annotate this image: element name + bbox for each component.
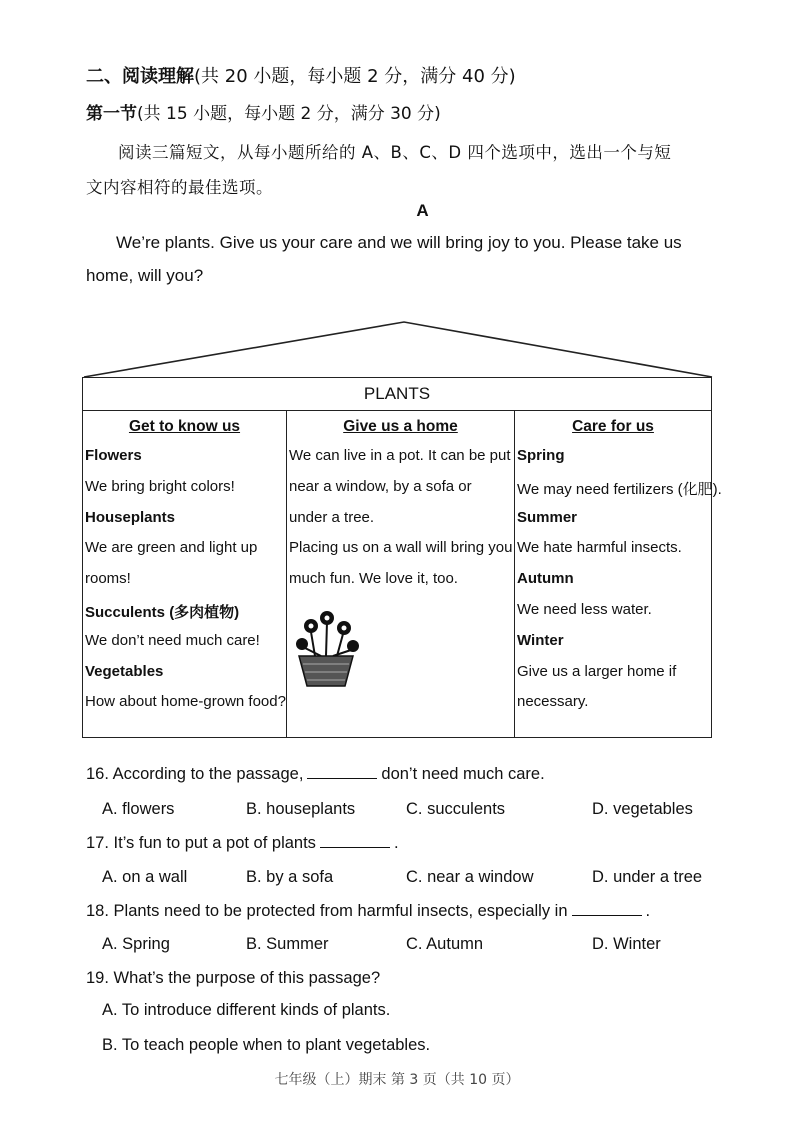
table-line: Flowers xyxy=(85,447,142,464)
table-line: Vegetables xyxy=(85,662,164,680)
table-line: near a window, by a sofa or xyxy=(289,477,472,495)
question-stem xyxy=(86,765,545,784)
part-note: (共 15 小题，每小题 2 分，满分 30 分) xyxy=(137,104,441,124)
answer-option[interactable]: A. To introduce different kinds of plants. xyxy=(102,1001,391,1019)
column-get-to-know-us xyxy=(83,410,287,737)
table-line: Give us a larger home if xyxy=(517,662,677,680)
instruction-line-2: 文内容相符的最佳选项。 xyxy=(86,178,273,197)
part-title xyxy=(86,99,441,124)
passage-intro-line-2: home, will you? xyxy=(86,266,204,285)
table-line: Placing us on a wall will bring you xyxy=(289,539,513,557)
answer-option[interactable]: D. vegetables xyxy=(592,800,693,818)
column-heading: Give us a home xyxy=(343,418,458,435)
answer-option[interactable]: B. Summer xyxy=(246,935,329,953)
plants-table xyxy=(82,377,722,738)
table-line: necessary. xyxy=(517,693,589,711)
table-line: Summer xyxy=(517,508,578,526)
table-line: Winter xyxy=(517,631,564,649)
instruction-line-1: 阅读三篇短文，从每小题所给的 A、B、C、D 四个选项中，选出一个与短 xyxy=(118,143,672,162)
table-line: Houseplants xyxy=(85,508,176,526)
answer-option[interactable]: D. Winter xyxy=(592,935,661,953)
answer-option[interactable]: A. flowers xyxy=(102,800,175,818)
column-give-us-a-home xyxy=(287,410,515,737)
table-line: We hate harmful insects. xyxy=(517,539,682,557)
table-line: We bring bright colors! xyxy=(85,477,235,495)
answer-option[interactable]: C. Autumn xyxy=(406,935,484,953)
answer-blank xyxy=(307,777,377,779)
question-text: 19. What’s the purpose of this passage? xyxy=(86,969,381,987)
answer-option[interactable]: A. on a wall xyxy=(102,868,188,886)
table-line: We may need fertilizers (化肥). xyxy=(517,480,722,498)
section-heading: 二、阅读理解 xyxy=(86,66,194,87)
table-line: Succulents (多肉植物) xyxy=(85,604,240,621)
answer-option[interactable]: B. To teach people when to plant vegetables. xyxy=(102,1036,431,1054)
passage-intro-line-1: We’re plants. Give us your care and we will bring joy to you. Please take us xyxy=(116,233,682,252)
answer-blank xyxy=(572,914,642,916)
answer-option[interactable]: A. Spring xyxy=(102,935,170,953)
table-line: We don’t need much care! xyxy=(85,631,260,649)
section-title xyxy=(86,62,516,88)
column-care-for-us xyxy=(515,410,722,737)
answer-option[interactable]: B. houseplants xyxy=(246,800,356,818)
question-text: 16. According to the passage, xyxy=(86,765,304,783)
part-heading: 第一节 xyxy=(86,104,137,124)
column-heading: Get to know us xyxy=(128,418,241,435)
flower-pot-icon xyxy=(291,608,361,688)
passage-label: A xyxy=(416,201,429,220)
question-stem xyxy=(86,969,380,988)
answer-option[interactable]: C. succulents xyxy=(406,800,506,818)
question-text: don’t need much care. xyxy=(381,765,545,783)
table-line: How about home-grown food? xyxy=(85,693,286,711)
table-line: Autumn xyxy=(517,570,574,588)
table-line: Spring xyxy=(517,447,565,464)
answer-option[interactable]: B. by a sofa xyxy=(246,868,334,886)
question-text: . xyxy=(645,902,651,920)
question-stem xyxy=(86,834,399,853)
question-stem xyxy=(86,902,650,921)
table-line: under a tree. xyxy=(289,508,375,526)
question-text: . xyxy=(393,834,399,852)
table-line: much fun. We love it, too. xyxy=(289,570,458,588)
answer-option[interactable]: C. near a window xyxy=(406,868,534,886)
table-title: PLANTS xyxy=(83,378,711,411)
column-heading: Care for us xyxy=(572,418,654,435)
table-line: We can live in a pot. It can be put xyxy=(289,447,511,464)
table-line: We need less water. xyxy=(517,601,652,618)
section-note: (共 20 小题，每小题 2 分，满分 40 分) xyxy=(194,66,516,87)
table-line: rooms! xyxy=(85,570,131,588)
question-text: 17. It’s fun to put a pot of plants xyxy=(86,834,316,852)
question-text: 18. Plants need to be protected from harmful insects, especially in xyxy=(86,902,568,920)
page-footer: 七年级（上）期末 第 3 页（共 10 页） xyxy=(274,1072,520,1088)
answer-blank xyxy=(320,846,390,848)
table-line: We are green and light up xyxy=(85,539,258,557)
answer-option[interactable]: D. under a tree xyxy=(592,868,703,886)
